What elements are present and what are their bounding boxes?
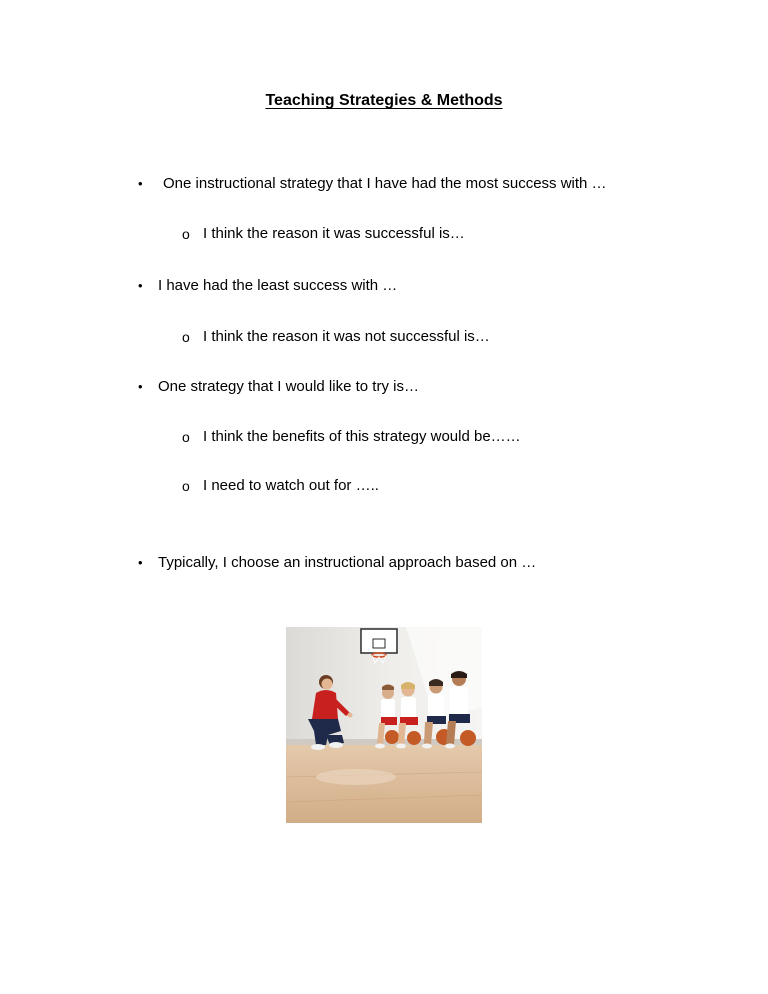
bullet-icon: • — [138, 555, 143, 570]
sub-bullet-icon: o — [182, 478, 190, 494]
bullet-icon: • — [138, 379, 143, 394]
list-item: I have had the least success with … — [158, 277, 398, 294]
sub-bullet-icon: o — [182, 226, 190, 242]
gym-class-illustration — [286, 627, 482, 823]
list-item: Typically, I choose an instructional approach based on … — [158, 554, 537, 571]
list-item: One strategy that I would like to try is… — [158, 378, 419, 395]
list-item: I think the reason it was not successful is… — [203, 328, 490, 345]
list-item: I think the benefits of this strategy would be…… — [203, 428, 521, 445]
bullet-icon: • — [138, 176, 143, 191]
page-title: Teaching Strategies & Methods — [265, 92, 503, 109]
list-item: One instructional strategy that I have had the most success with … — [163, 175, 607, 192]
gym-class-photo — [286, 627, 482, 823]
sub-bullet-icon: o — [182, 329, 190, 345]
bullet-icon: • — [138, 278, 143, 293]
list-item: I think the reason it was successful is… — [203, 225, 465, 242]
list-item: I need to watch out for ….. — [203, 477, 379, 494]
sub-bullet-icon: o — [182, 429, 190, 445]
